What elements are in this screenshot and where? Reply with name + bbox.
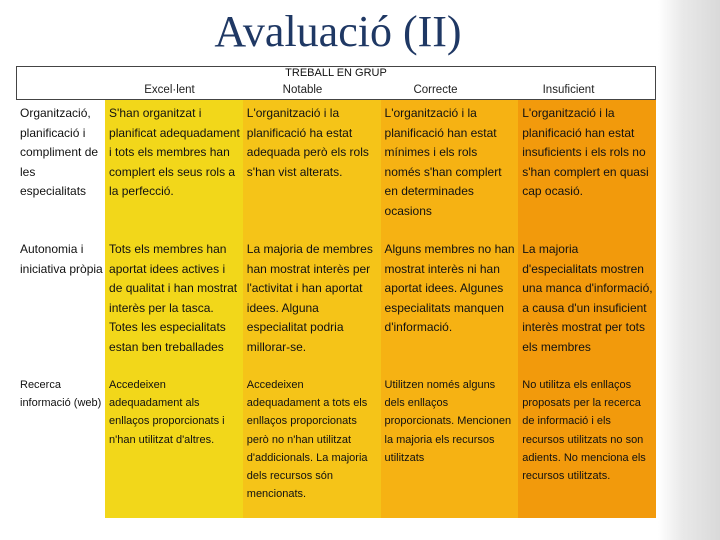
cell-excellent: Tots els membres han aportat idees actives i de qualitat i han mostrat interès per la tasca. Totes les especialitats estan ben treballades xyxy=(105,236,243,372)
cell-insuficient: La majoria d'especialitats mostren una manca d'informació, a causa d'un insuficient interès mostrat per tots els membres xyxy=(518,236,656,372)
row-label: Recerca informació (web) xyxy=(16,372,105,518)
group-header xyxy=(16,66,656,83)
cell-excellent: S'han organitzat i planificat adequadament i tots els membres han complert els seus rols a la perfecció. xyxy=(105,100,243,236)
cell-notable: L'organització i la planificació ha estat adequada però els rols s'han vist alterats. xyxy=(243,100,381,236)
column-headers xyxy=(16,83,656,100)
table-row xyxy=(16,100,656,236)
column-header-correcte: Correcte xyxy=(413,84,458,96)
cell-correcte: L'organització i la planificació han estat mínimes i els rols només s'han complert en determinades ocasions xyxy=(381,100,519,236)
row-label: Organització, planificació i compliment de les especialitats xyxy=(16,100,105,236)
column-header-notable: Notable xyxy=(282,84,323,96)
header-blank xyxy=(17,83,103,99)
column-header-excellent: Excel·lent xyxy=(144,84,195,96)
group-header-label: TREBALL EN GRUP xyxy=(285,67,387,79)
cell-correcte: Utilitzen només alguns dels enllaços proporcionats. Mencionen la majoria els recursos utilitzats xyxy=(381,372,519,518)
table-row xyxy=(16,372,656,518)
cell-excellent: Accedeixen adequadament als enllaços proporcionats i n'han utilitzat d'altres. xyxy=(105,372,243,518)
table-row xyxy=(16,236,656,372)
cell-correcte: Alguns membres no han mostrat interès ni han aportat idees. Algunes especialitats manquen d'informació. xyxy=(381,236,519,372)
row-label: Autonomia i iniciativa pròpia xyxy=(16,236,105,372)
cell-insuficient: No utilitza els enllaços proposats per la recerca de informació i els recursos utilitzats no son adients. No menciona els recursos utilitzats. xyxy=(518,372,656,518)
column-header-insuficient: Insuficient xyxy=(542,84,595,96)
slide-side-bar xyxy=(658,0,720,540)
rubric-table xyxy=(16,66,656,518)
slide-title: Avaluació (II) xyxy=(214,7,462,56)
cell-notable: La majoria de membres han mostrat interès per l'activitat i han aportat idees. Alguna especialitat podria millorar-se. xyxy=(243,236,381,372)
cell-notable: Accedeixen adequadament a tots els enllaços proporcionats però no n'han utilitzat d'addicionals. La majoria dels recursos són mencionats. xyxy=(243,372,381,518)
rubric-body xyxy=(16,100,656,518)
cell-insuficient: L'organització i la planificació han estat insuficients i els rols no s'han complert en quasi cap ocasió. xyxy=(518,100,656,236)
